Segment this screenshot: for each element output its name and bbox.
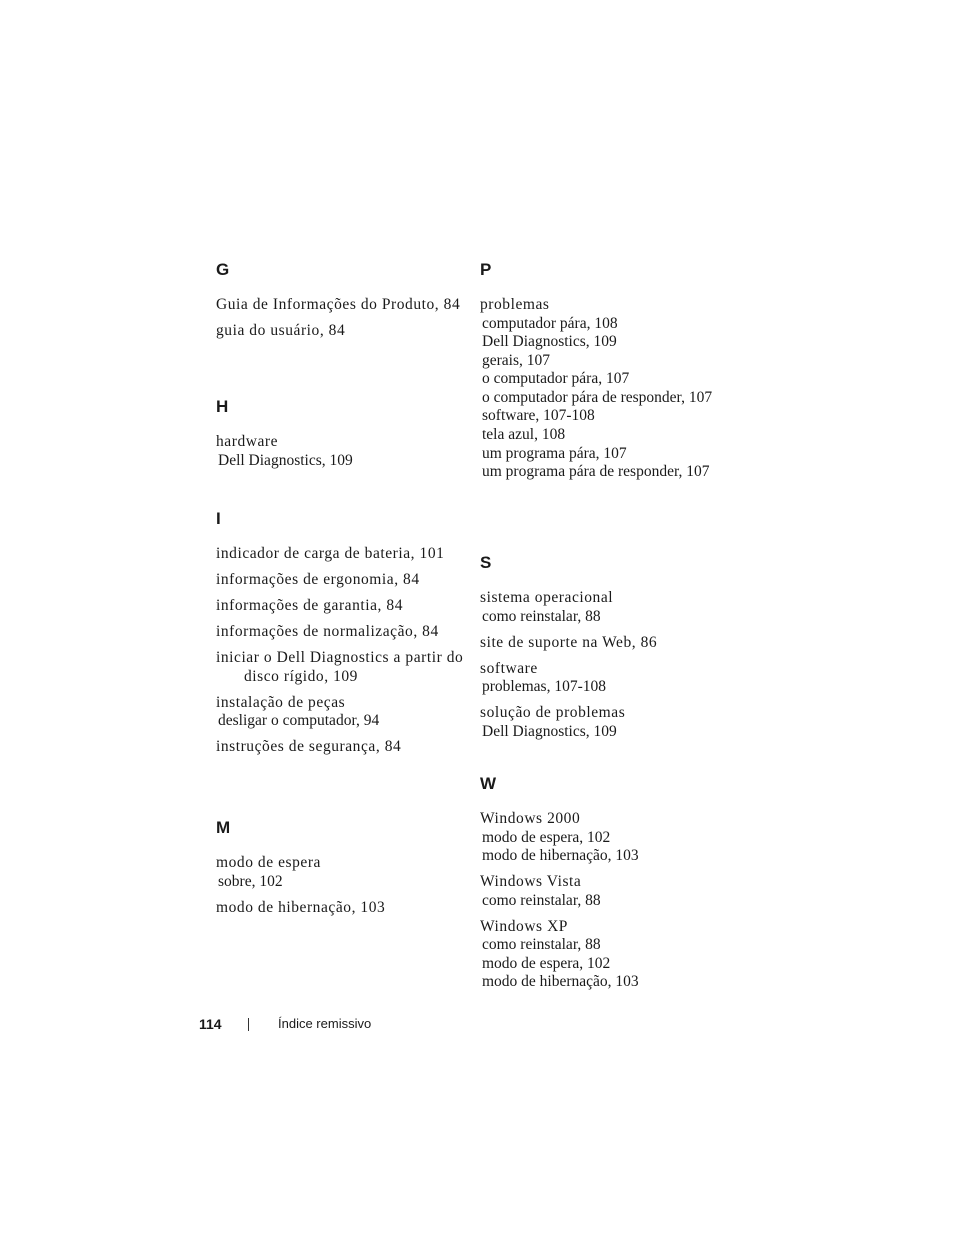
index-entry [480, 589, 720, 626]
section-letter: M [216, 818, 231, 837]
index-subentry: como reinstalar, 88 [482, 936, 601, 954]
index-entry [480, 918, 720, 992]
index-entry-term: modo de hibernação, 103 [216, 898, 386, 916]
footer-section-title: Índice remissivo [278, 1016, 372, 1031]
index-subentry: Dell Diagnostics, 109 [482, 333, 617, 351]
index-entry [480, 296, 720, 482]
section-letter: P [480, 260, 492, 279]
index-entries [480, 296, 720, 482]
index-entry [216, 545, 466, 564]
index-entry-term: indicador de carga de bateria, 101 [216, 545, 445, 562]
index-entry [480, 810, 720, 866]
index-subentry: modo de hibernação, 103 [482, 847, 639, 865]
index-entry [480, 873, 720, 910]
index-entry-term: sistema operacional [480, 589, 614, 606]
index-entry-term: modo de espera [216, 854, 321, 871]
index-subentry: problemas, 107-108 [482, 678, 606, 696]
index-subentry: computador pára, 108 [482, 314, 618, 332]
index-entries [216, 296, 466, 341]
index-subentry: o computador pára de responder, 107 [482, 388, 713, 406]
index-entries [480, 589, 720, 741]
index-entry-term: solução de problemas [480, 704, 626, 722]
index-entry [216, 854, 466, 891]
index-entry-term: iniciar o Dell Diagnostics a partir do disco rígido, 109 [216, 649, 464, 685]
index-entry [480, 634, 720, 653]
index-subentry: sobre, 102 [218, 872, 283, 890]
index-entry [480, 704, 720, 741]
index-subentry: um programa pára, 107 [482, 444, 627, 462]
footer-divider [248, 1018, 249, 1031]
index-entry-term: Windows XP [480, 917, 568, 935]
index-entry [216, 694, 466, 731]
index-entry [216, 433, 466, 470]
index-entry [480, 660, 720, 697]
page-number: 114 [199, 1016, 222, 1032]
index-entries [216, 545, 466, 757]
index-entry-term: software [480, 659, 538, 677]
index-subentry: Dell Diagnostics, 109 [482, 722, 617, 740]
index-entry [216, 296, 466, 315]
index-entry-term: problemas [480, 296, 550, 313]
index-entry-term: site de suporte na Web, 86 [480, 633, 658, 651]
index-entries [480, 810, 720, 992]
index-subentry: modo de espera, 102 [482, 828, 611, 846]
index-section-w [480, 772, 720, 1000]
index-subentry: o computador pára, 107 [482, 370, 630, 388]
section-letter: W [480, 774, 497, 793]
index-entry-term: instalação de peças [216, 693, 346, 711]
index-subentry: modo de hibernação, 103 [482, 973, 639, 991]
index-entries [216, 433, 466, 470]
section-letter: G [216, 260, 230, 279]
index-section-p [480, 258, 720, 489]
index-entry [216, 571, 466, 590]
index-entries [216, 854, 466, 917]
index-entry [216, 597, 466, 616]
index-subentry: tela azul, 108 [482, 426, 566, 444]
index-entry-term: Windows 2000 [480, 810, 581, 827]
index-section-g [216, 258, 466, 348]
index-subentry: software, 107-108 [482, 407, 595, 425]
index-entry [216, 738, 466, 757]
index-subentry: modo de espera, 102 [482, 954, 611, 972]
index-entry-term: Guia de Informações do Produto, 84 [216, 296, 461, 313]
index-entry [216, 899, 466, 918]
index-entry-term: hardware [216, 433, 279, 450]
index-entry [216, 322, 466, 341]
index-subentry: Dell Diagnostics, 109 [218, 451, 353, 469]
index-subentry: um programa pára de responder, 107 [482, 463, 710, 481]
index-entry-term: guia do usuário, 84 [216, 322, 346, 339]
index-section-h [216, 395, 466, 478]
index-entry-term: instruções de segurança, 84 [216, 738, 402, 756]
section-letter: I [216, 509, 221, 528]
index-subentry: como reinstalar, 88 [482, 607, 601, 625]
section-letter: S [480, 553, 492, 572]
index-subentry: desligar o computador, 94 [218, 712, 380, 729]
index-section-i [216, 507, 466, 764]
index-entry-term: Windows Vista [480, 873, 582, 891]
index-entry [216, 649, 466, 686]
index-entry-term: informações de garantia, 84 [216, 597, 403, 614]
index-section-m [216, 816, 466, 925]
index-entry-term: informações de normalização, 84 [216, 623, 439, 640]
index-entry [216, 623, 466, 642]
index-entry-term: informações de ergonomia, 84 [216, 571, 420, 588]
index-section-s [480, 551, 720, 749]
index-subentry: como reinstalar, 88 [482, 891, 601, 909]
index-subentry: gerais, 107 [482, 351, 551, 369]
section-letter: H [216, 397, 229, 416]
